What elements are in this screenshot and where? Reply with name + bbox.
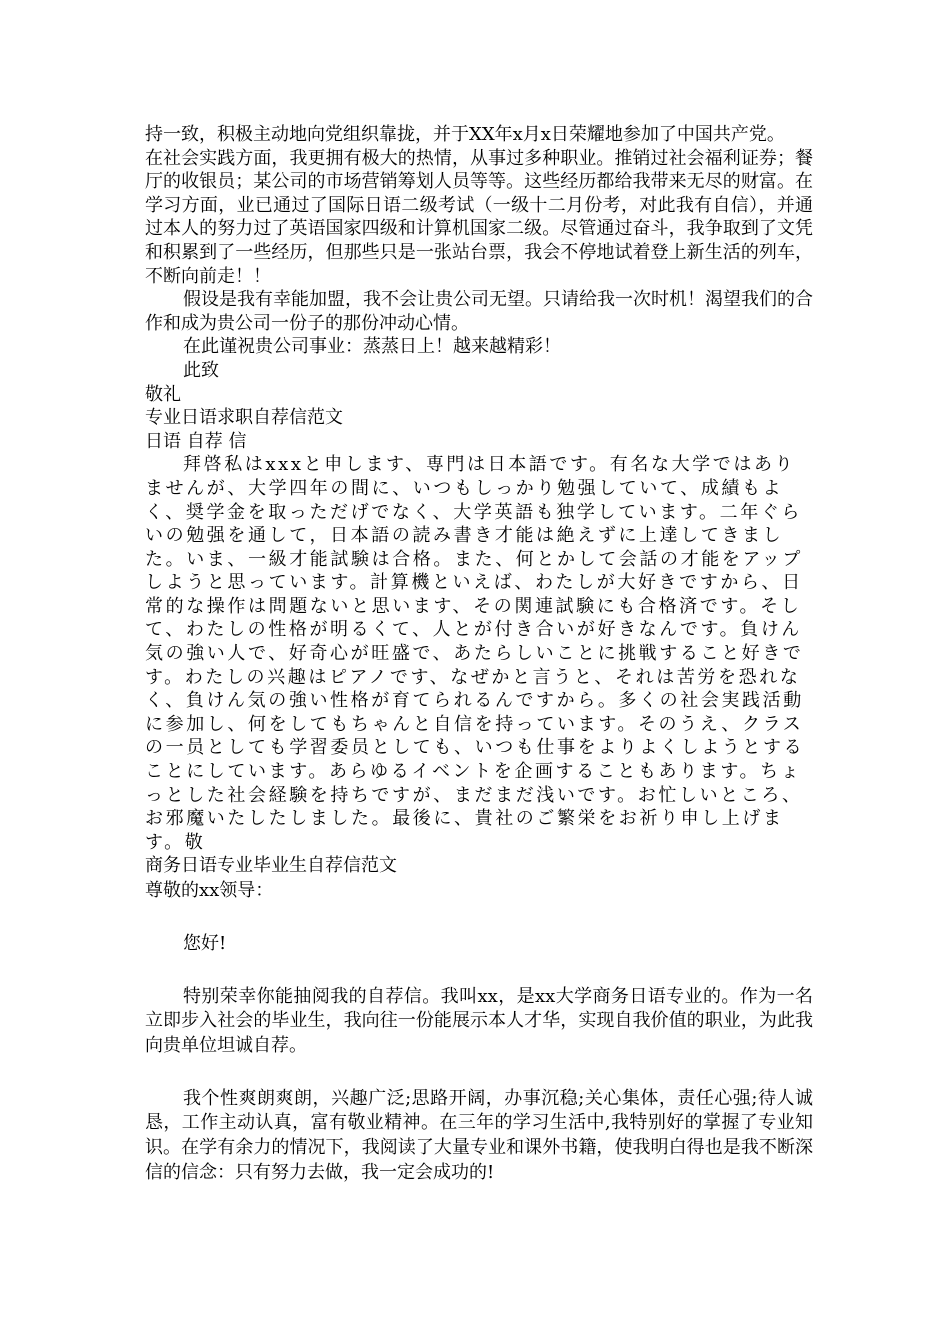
spacer <box>145 904 813 932</box>
paragraph-japanese-letter: 拜啓私はxxxと申します、専門は日本語です。有名な大学ではありませんが、大学四年の間に、いつもしっかり勉强していて、成績もよく、奨学金を取っただげでなく、大学英語も独学しています。二年ぐらいの勉强を通して，日本語の読み書き才能は絶えずに上達してきました。いま、一級才能試験は合格。また、何とかして会話の才能をアップしようと思っています。計算機といえば、わたしが大好きですから、日常的な操作は問題ないと思います、その関連試験にも合格済です。そして、わたしの性格が明るくて、人とが付き合いが好きなんです。負けん気の強い人で、好奇心が旺盛で、あたらしいことに挑戦すること好きです。わたしの兴趣はピアノです、なぜかと言うと、それは苦労を恐れなく、負けん気の強い性格が育てられるんですから。多くの社会実践活動に参加し、何をしてもちゃんと自信を持っています。そのうえ、クラスの一员としても学習委员としても、いつも仕事をよりよくしようとすることにしています。あらゆるイベントを企画することもあります。ちょっとした社会経験を持ちですが、まだまだ浅いです。お忙しいところ、お邪魔いたしたしました。最後に、貴社のご繁栄をお祈り申し上げます。敬 <box>145 454 805 853</box>
document-page <box>145 123 813 1185</box>
paragraph-party: 持一致，积极主动地向党组织靠拢，并于XX年x月x日荣耀地参加了中国共产党。 <box>145 124 785 145</box>
paragraph-personality: 我个性爽朗爽朗，兴趣广泛;思路开阔，办事沉稳;关心集体，责任心强;待人诚恳，工作主动认真，富有敬业精神。在三年的学习生活中,我特别好的掌握了专业知识。在学有余力的情况下，我阅读了大量专业和课外书籍，使我明白得也是我不断深信的信念：只有努力去做，我一定会成功的! <box>145 1087 813 1183</box>
section-title-1: 专业日语求职自荐信范文 <box>145 407 343 429</box>
paragraph-wish: 在此谨祝贵公司事业：蒸蒸日上！越来越精彩！ <box>183 336 561 358</box>
paragraph-social-practice: 在社会实践方面，我更拥有极大的热情，从事过多种职业。推销过社会福利证券；餐厅的收银员；某公司的市场营销筹划人员等等。这些经历都给我带来无尽的财富。在学习方面，业已通过了国际日语二级考试（一级十二月份考，对此我有自信），并通过本人的努力过了英语国家四级和计算机国家二级。尽管通过奋斗，我争取到了文凭和积累到了一些经历，但那些只是一张站台票，我会不停地试着登上新生活的列车，不断向前走！！ <box>145 147 813 287</box>
greeting: 您好! <box>183 932 227 954</box>
closing-jingli: 敬礼 <box>145 383 181 405</box>
paragraph-hope: 假设是我有幸能加盟，我不会让贵公司无望。只请给我一次时机！渴望我们的合作和成为贵公司一份子的那份冲动心情。 <box>145 289 813 334</box>
salutation: 尊敬的xx领导： <box>145 880 274 902</box>
section-2 <box>145 854 813 1185</box>
spacer <box>145 957 813 985</box>
section-title-2: 商务日语专业毕业生自荐信范文 <box>145 855 397 877</box>
paragraph-intro: 特别荣幸你能抽阅我的自荐信。我叫xx，是xx大学商务日语专业的。作为一名立即步入社会的毕业生，我向往一份能展示本人才华，实现自我价值的职业，为此我向贵单位坦诚自荐。 <box>145 985 813 1056</box>
section-subtitle-1: 日语 自荐 信 <box>145 430 247 452</box>
spacer <box>145 1059 813 1087</box>
closing-cizhi: 此致 <box>183 359 219 381</box>
